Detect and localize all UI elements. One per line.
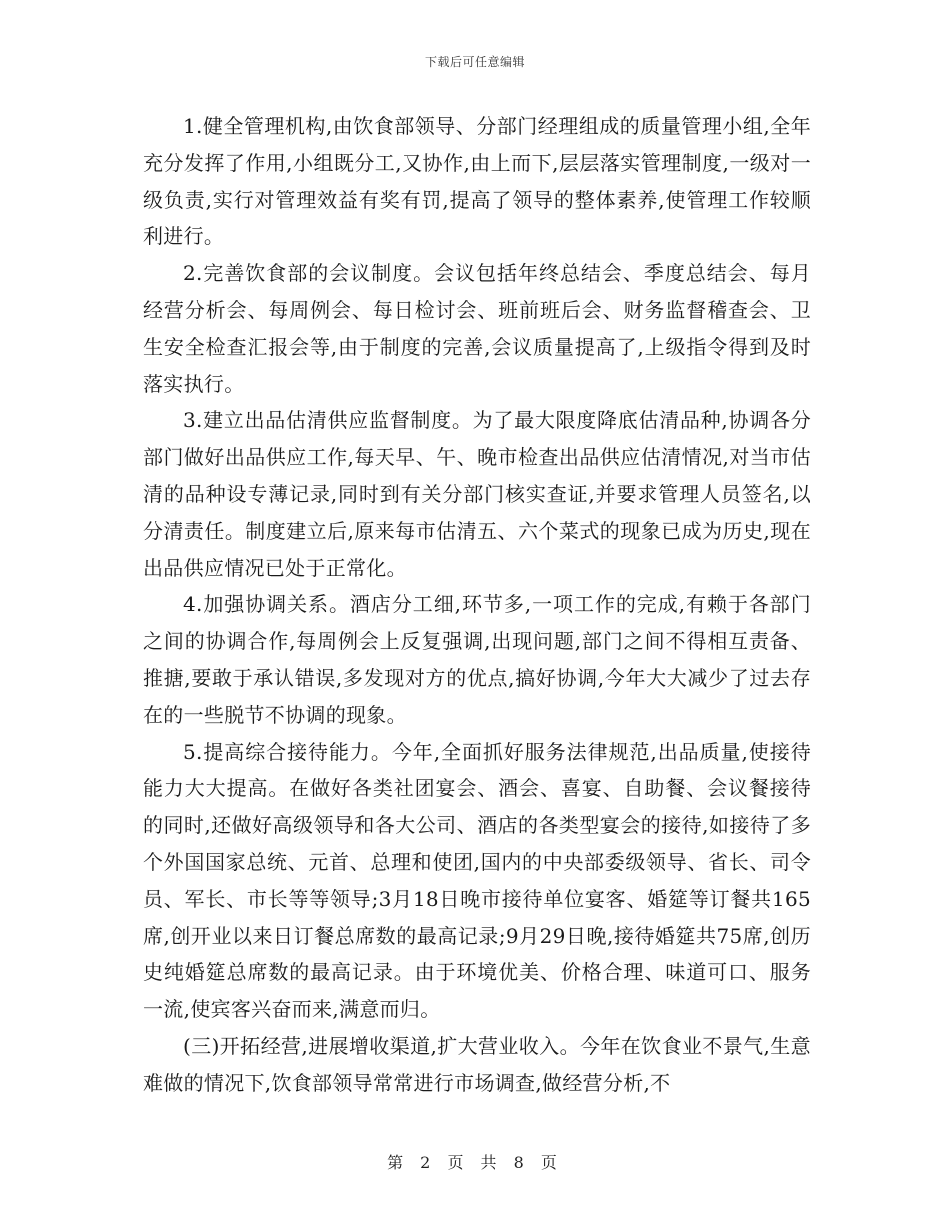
paragraph-item-5: 5.提高综合接待能力。今年,全面抓好服务法律规范,出品质量,使接待能力大大提高。在做好各类社团宴会、酒会、喜宴、自助餐、会议餐接待的同时,还做好高级领导和各大公司、酒店的各类型宴会的接待,如接待了多个外国国家总统、元首、总理和使团,国内的中央部委级领导、省长、司令员、军长、市长等等领导;3月18日晚市接待单位宴客、婚筵等订餐共165席,创开业以来日订餐总席数的最高记录;9月29日晚,接待婚筵共75席,创历史纯婚筵总席数的最高记录。由于环境优美、价格合理、味道可口、服务一流,使宾客兴奋而来,满意而归。 [143,739,811,1022]
paragraph-item-4: 4.加强协调关系。酒店分工细,环节多,一项工作的完成,有赖于各部门之间的协调合作,每周例会上反复强调,出现问题,部门之间不得相互责备、推搪,要敢于承认错误,多发现对方的优点,搞好协调,今年大大减少了过去存在的一些脱节不协调的现象。 [143,592,811,727]
paragraph-item-1: 1.健全管理机构,由饮食部领导、分部门经理组成的质量管理小组,全年充分发挥了作用,小组既分工,又协作,由上而下,层层落实管理制度,一级对一级负责,实行对管理效益有奖有罚,提高了领导的整体素养,使管理工作较顺利进行。 [143,114,811,249]
paragraph-item-2: 2.完善饮食部的会议制度。会议包括年终总结会、季度总结会、每月经营分析会、每周例会、每日检讨会、班前班后会、财务监督稽查会、卫生安全检查汇报会等,由于制度的完善,会议质量提高了,上级指令得到及时落实执行。 [143,261,811,396]
document-body [143,108,811,1102]
page-number-footer: 第 2 页 共 8 页 [387,1153,563,1172]
paragraph-item-3: 3.建立出品估清供应监督制度。为了最大限度降底估清品种,协调各分部门做好出品供应工作,每天早、午、晚市检查出品供应估清情况,对当市估清的品种设专薄记录,同时到有关分部门核实查证,并要求管理人员签名,以分清责任。制度建立后,原来每市估清五、六个菜式的现象已成为历史,现在出品供应情况已处于正常化。 [143,408,811,580]
paragraph-section-3: (三)开拓经营,进展增收渠道,扩大营业收入。今年在饮食业不景气,生意难做的情况下,饮食部领导常常进行市场调查,做经营分析,不 [143,1033,811,1095]
page-header-note: 下载后可任意编辑 [424,55,525,69]
